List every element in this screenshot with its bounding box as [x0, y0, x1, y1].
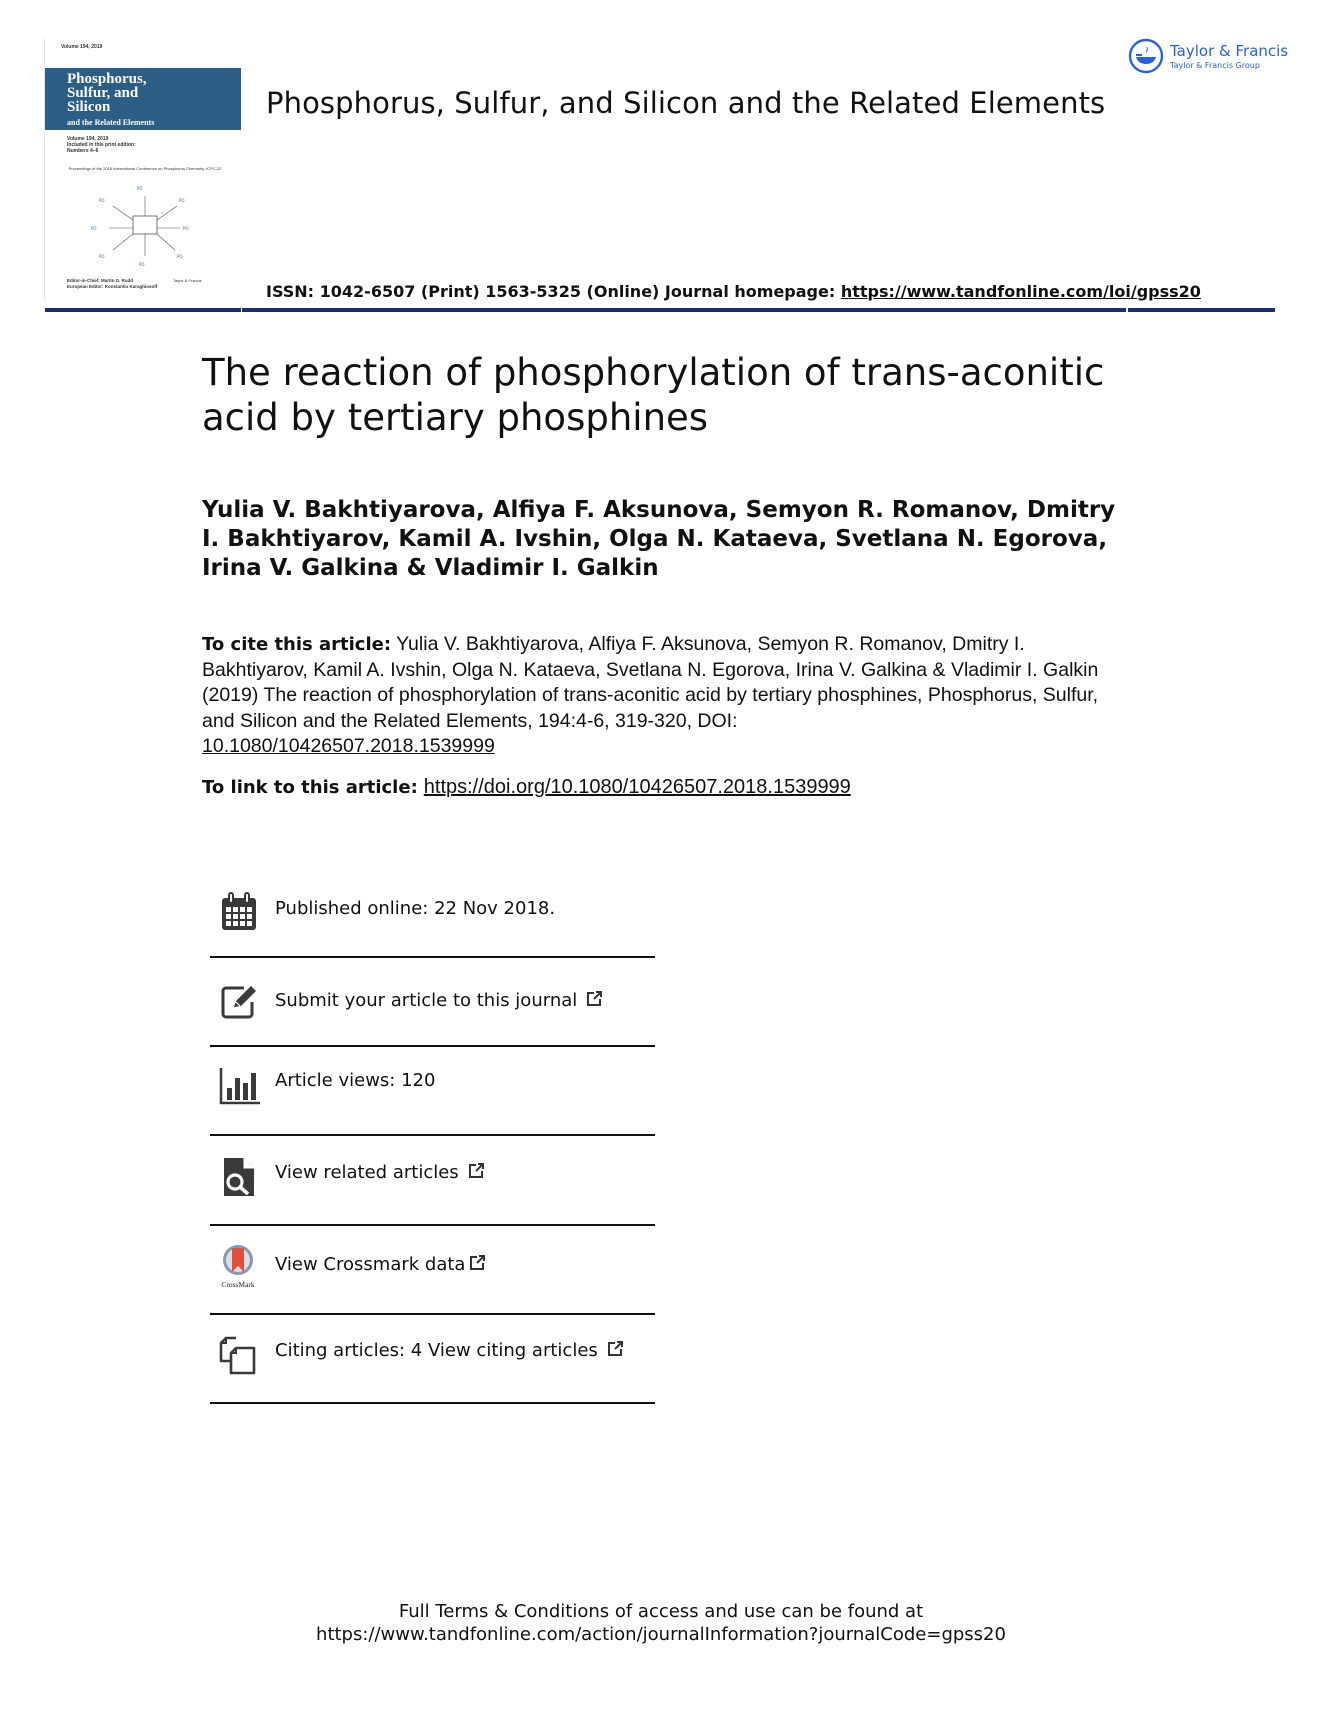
svg-text:CrossMark: CrossMark	[221, 1280, 255, 1289]
cite-text: Yulia V. Bakhtiyarova, Alfiya F. Aksunova, Semyon R. Romanov, Dmitry I. Bakhtiyarov, Kamil A. Ivshin, Olga N. Kataeva, Svetlana N. Egorova, Irina V. Galkina & Vladimir I. Galkin (2019) The reaction of phosphorylation of trans-aconitic acid by tertiary phosphines, Phosphorus, Sulfur, and Silicon and the Related Elements, 194:4-6, 319-320, DOI:	[202, 633, 1099, 732]
cover-title	[67, 72, 147, 114]
related-articles-link[interactable]	[275, 1162, 485, 1183]
cover-editor-line: Editor-in-Chief: Martin D. Rudd	[67, 278, 133, 283]
submit-article-label: Submit your article to this journal	[275, 990, 578, 1011]
cover-proceedings: Proceedings of the 2018 International Conference on Phosphorus Chemistry, ICPC-22	[68, 166, 222, 171]
submit-article-item[interactable]	[210, 972, 655, 1032]
submit-article-link[interactable]	[275, 990, 603, 1011]
cover-title-line: Silicon	[67, 99, 111, 115]
crossmark-link[interactable]	[275, 1254, 486, 1275]
header-rule	[242, 308, 1126, 312]
divider	[210, 1224, 655, 1226]
header-rule	[45, 308, 241, 312]
article-doi-link[interactable]: https://doi.org/10.1080/10426507.2018.1539999	[423, 776, 851, 798]
citing-articles-link[interactable]	[275, 1340, 624, 1361]
divider	[210, 1313, 655, 1315]
crossmark-label: View Crossmark data	[275, 1254, 466, 1275]
cover-title-line: Phosphorus,	[67, 71, 147, 87]
external-link-icon	[467, 1162, 485, 1180]
cover-editors	[67, 278, 157, 290]
external-link-icon	[606, 1340, 624, 1358]
divider	[210, 956, 655, 958]
cover-editor-line: European Editor: Konstantin Karaghiosoff	[67, 284, 158, 289]
terms-footer	[0, 1600, 1322, 1646]
divider	[210, 1134, 655, 1136]
issn-line	[266, 282, 1201, 301]
journal-cover-thumbnail	[44, 38, 241, 300]
cite-label: To cite this article:	[202, 634, 392, 655]
terms-line: Full Terms & Conditions of access and use can be found at	[398, 1601, 924, 1622]
published-online-item	[210, 882, 655, 942]
journal-homepage-link[interactable]: https://www.tandfonline.com/loi/gpss20	[840, 282, 1201, 301]
cover-info-line: Numbers 4–6	[67, 148, 99, 154]
cover-info-line: Volume 194, 2019	[67, 136, 109, 142]
svg-text:R: R	[123, 239, 126, 243]
divider	[210, 1045, 655, 1047]
svg-text:PO: PO	[139, 262, 145, 267]
cover-issue-info	[67, 136, 136, 154]
article-views-label: Article views: 120	[275, 1070, 436, 1091]
article-title: The reaction of phosphorylation of trans-aconitic acid by tertiary phosphines	[202, 351, 1105, 439]
crossmark-icon	[216, 1242, 260, 1290]
article-views-item	[210, 1058, 655, 1118]
issn-text: ISSN: 1042-6507 (Print) 1563-5325 (Online) Journal homepage:	[266, 282, 841, 301]
external-link-icon	[585, 990, 603, 1008]
external-link-icon	[468, 1254, 486, 1272]
terms-url[interactable]: https://www.tandfonline.com/action/journalInformation?journalCode=gpss20	[316, 1624, 1006, 1645]
cover-info-line: Included in this print edition:	[67, 142, 136, 148]
published-online-label: Published online: 22 Nov 2018.	[275, 898, 556, 919]
edit-icon	[218, 980, 260, 1022]
svg-text:R: R	[161, 211, 164, 215]
citing-articles-item[interactable]	[210, 1326, 655, 1386]
cover-subtitle: and the Related Elements	[67, 118, 155, 127]
link-label: To link to this article:	[202, 777, 418, 798]
copy-documents-icon	[218, 1334, 260, 1376]
calendar-icon	[218, 890, 260, 932]
journal-title: Phosphorus, Sulfur, and Silicon and the Related Elements	[266, 86, 1106, 120]
svg-text:PO: PO	[177, 254, 183, 259]
svg-text:PO: PO	[137, 186, 143, 191]
cite-doi-link[interactable]: 10.1080/10426507.2018.1539999	[202, 735, 495, 757]
article-authors: Yulia V. Bakhtiyarova, Alfiya F. Aksunova, Semyon R. Romanov, Dmitry I. Bakhtiyarov, Kamil A. Ivshin, Olga N. Kataeva, Svetlana N. Egorova, Irina V. Galkina & Vladimir I. Galkin	[202, 497, 1116, 581]
crossmark-item[interactable]	[210, 1238, 655, 1298]
svg-text:PO: PO	[99, 198, 105, 203]
svg-text:PO: PO	[99, 254, 105, 259]
divider	[210, 1402, 655, 1404]
related-articles-item[interactable]	[210, 1148, 655, 1208]
cover-title-line: Sulfur, and	[67, 85, 139, 101]
document-search-icon	[218, 1156, 260, 1198]
svg-text:PO: PO	[183, 226, 189, 231]
citation-block	[202, 632, 1102, 760]
header-rule	[1128, 308, 1275, 312]
cover-publisher-logo: Taylor & Francis	[173, 278, 202, 283]
bar-chart-icon	[218, 1066, 260, 1108]
cover-volume: Volume 194, 2019	[61, 44, 103, 50]
citing-articles-label: Citing articles: 4 View citing articles	[275, 1340, 598, 1361]
taylor-francis-logo-icon	[1128, 38, 1164, 74]
svg-text:PO: PO	[179, 198, 185, 203]
publisher-group: Taylor & Francis Group	[1170, 61, 1260, 70]
publisher-name: Taylor & Francis	[1170, 42, 1289, 60]
article-link-line	[202, 776, 851, 799]
cover-reaction-diagram	[85, 178, 205, 273]
related-articles-label: View related articles	[275, 1162, 459, 1183]
svg-text:PO: PO	[91, 226, 97, 231]
